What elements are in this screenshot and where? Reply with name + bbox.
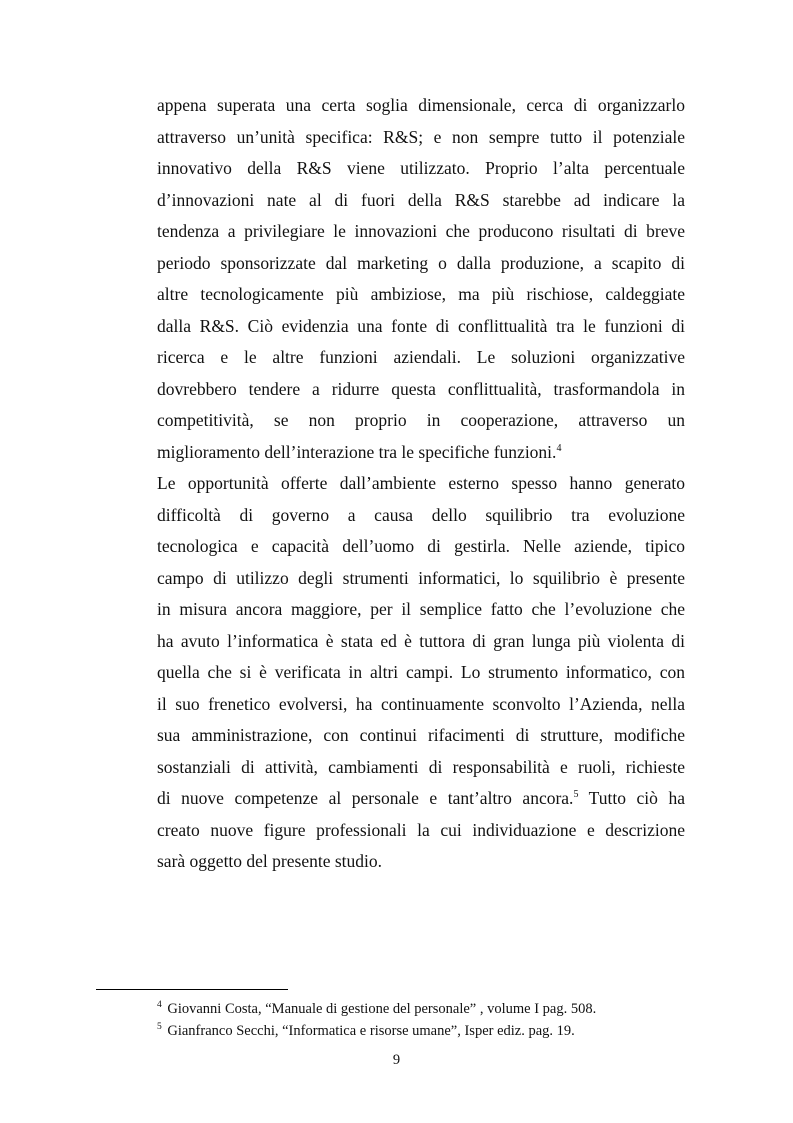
text-line: dalla R&S. Ciò evidenzia una fonte di conflittualità tra le funzioni di (157, 315, 685, 336)
footnote-ref[interactable]: 5 (573, 789, 579, 800)
text-line: appena superata una certa soglia dimensionale, cerca di organizzarlo (157, 95, 685, 115)
text-line: quella che si è verificata in altri campi. Lo strumento informatico, con (157, 662, 685, 682)
text-line (157, 437, 685, 469)
text-line: innovativo della R&S viene utilizzato. Proprio l’alta percentuale (157, 158, 685, 178)
footnote (157, 1020, 717, 1042)
text-line: dovrebbero tendere a ridurre questa conflittualità, trasformandola in (157, 378, 685, 399)
footnote (157, 998, 717, 1020)
footnote-text: Gianfranco Secchi, “Informatica e risorse umane”, Isper ediz. pag. 19. (163, 1023, 575, 1039)
footnote-separator (96, 989, 288, 990)
text-line: altre tecnologicamente più ambiziose, ma più rischiose, caldeggiate (157, 284, 685, 304)
footnote-ref[interactable]: 4 (556, 442, 562, 454)
text-line: il suo frenetico evolversi, ha continuamente sconvolto l’Azienda, nella (157, 693, 685, 714)
text-line: periodo sponsorizzate dal marketing o dalla produzione, a scapito di (157, 252, 685, 273)
text-line: ricerca e le altre funzioni aziendali. Le soluzioni organizzative (157, 347, 685, 367)
text-line: Le opportunità offerte dall’ambiente esterno spesso hanno generato (157, 473, 685, 493)
text-line: tecnologica e capacità dell’uomo di gestirla. Nelle aziende, tipico (157, 536, 685, 556)
footnotes (157, 998, 717, 1042)
text-line: creato nuove figure professionali la cui individuazione e descrizione (157, 819, 685, 840)
text-line: campo di utilizzo degli strumenti informatici, lo squilibrio è presente (157, 567, 685, 588)
footnote-number: 4 (157, 1000, 162, 1010)
page-number: 9 (392, 1052, 401, 1068)
text-line: sostanziali di attività, cambiamenti di responsabilità e ruoli, richieste (157, 756, 685, 777)
text-fragment: miglioramento dell’interazione tra le specifiche funzioni. (157, 441, 557, 462)
text-line: sarà oggetto del presente studio. (157, 851, 383, 871)
footnote-number: 5 (157, 1022, 162, 1032)
body-text (157, 90, 685, 878)
text-line: ha avuto l’informatica è stata ed è tuttora di gran lunga più violenta di (157, 630, 685, 651)
text-line: attraverso un’unità specifica: R&S; e non sempre tutto il potenziale (157, 126, 685, 147)
text-line: d’innovazioni nate al di fuori della R&S starebbe ad indicare la (157, 189, 685, 210)
text-line (157, 783, 685, 815)
text-line: difficoltà di governo a causa dello squilibrio tra evoluzione (157, 504, 685, 525)
text-line: tendenza a privilegiare le innovazioni che producono risultati di breve (157, 221, 685, 241)
text-line: in misura ancora maggiore, per il semplice fatto che l’evoluzione che (157, 599, 685, 619)
text-line: sua amministrazione, con continui rifacimenti di strutture, modifiche (157, 725, 685, 745)
footnote-text: Giovanni Costa, “Manuale di gestione del personale” , volume I pag. 508. (163, 1001, 597, 1017)
text-fragment: di nuove competenze al personale e tant’altro ancora. (157, 788, 574, 808)
text-line: competitività, se non proprio in cooperazione, attraverso un (157, 410, 685, 430)
text-fragment: Tutto ciò ha (578, 788, 685, 808)
